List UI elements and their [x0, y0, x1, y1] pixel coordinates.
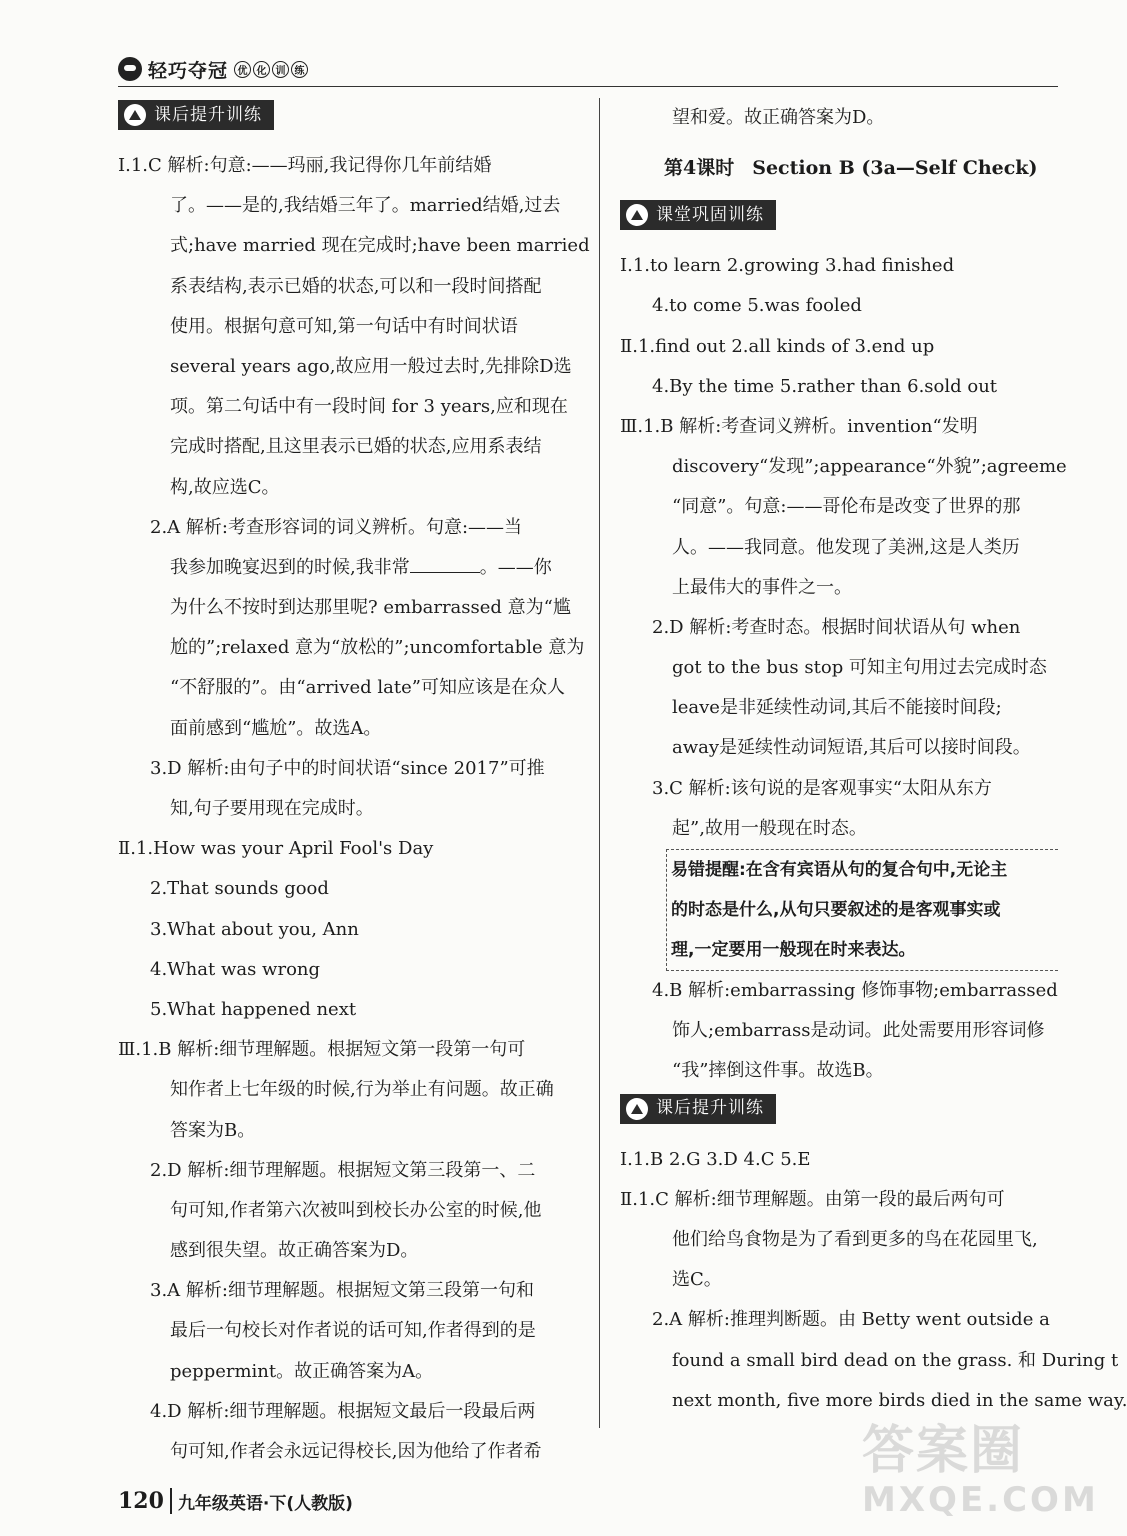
- mascot-logo-icon: [118, 57, 142, 81]
- answer-line: 望和爱。故正确答案为D。: [672, 107, 885, 128]
- answer-block: [620, 1140, 1127, 1421]
- answer-line: 他们给鸟食物是为了看到更多的鸟在花园里飞,: [672, 1228, 1038, 1250]
- crown-icon: [124, 104, 146, 126]
- answer-line: 2.D 解析:细节理解题。根据短文第三段第一、二: [150, 1159, 536, 1181]
- answer-line: Ⅱ.1.find out 2.all kinds of 3.end up: [620, 335, 935, 357]
- answer-line: 上最伟大的事件之一。: [672, 576, 852, 598]
- answer-line: discovery“发现”;appearance“外貌”;agreeme: [672, 456, 1067, 478]
- column-divider: [599, 98, 600, 1428]
- page-number: 120: [118, 1488, 172, 1514]
- answer-line: 最后一句校长对作者说的话可知,作者得到的是: [170, 1320, 536, 1342]
- answer-block: [620, 246, 1067, 849]
- answer-line: 3.What about you, Ann: [150, 918, 359, 940]
- answer-block: [620, 971, 1058, 1092]
- answer-line: 项。第二句话中有一段时间 for 3 years,应和现在: [170, 396, 568, 418]
- answer-line: 3.C 解析:该句说的是客观事实“太阳从东方: [652, 777, 992, 799]
- answer-line: 感到很失望。故正确答案为D。: [170, 1240, 419, 1262]
- answer-line: Ⅰ.1.B 2.G 3.D 4.C 5.E: [620, 1148, 811, 1170]
- left-column: [118, 98, 590, 1472]
- answer-line: 面前感到“尴尬”。故选A。: [170, 717, 382, 739]
- answer-line: 2.That sounds good: [150, 878, 329, 900]
- crown-icon: [626, 204, 648, 226]
- book-title: 九年级英语·下(人教版): [177, 1493, 353, 1514]
- answer-line: Ⅰ.1.to learn 2.growing 3.had finished: [620, 255, 955, 277]
- section-heading: [620, 200, 1058, 246]
- fill-blank: [410, 554, 480, 573]
- answer-line: 4.By the time 5.rather than 6.sold out: [652, 375, 998, 397]
- answer-line: peppermint。故正确答案为A。: [170, 1360, 434, 1382]
- answer-line: 了。——是的,我结婚三年了。married结婚,过去: [170, 195, 561, 217]
- answer-line: 4.B 解析:embarrassing 修饰事物;embarrassed: [652, 980, 1058, 1001]
- section-title: 课后提升训练: [154, 104, 262, 125]
- right-column: [620, 98, 1127, 1421]
- answer-line: away是延续性动词短语,其后可以接时间段。: [672, 737, 1031, 759]
- section-title: 课后提升训练: [656, 1098, 764, 1119]
- warning-box: [666, 849, 1058, 971]
- answer-line: 句可知,作者第六次被叫到校长办公室的时候,他: [170, 1199, 542, 1221]
- answer-line: 4.What was wrong: [150, 958, 321, 980]
- section-title: 课堂巩固训练: [656, 205, 764, 226]
- answer-line: Ⅲ.1.B 解析:考查词义辨析。invention“发明: [620, 415, 978, 437]
- watermark-logo: 答案圈: [862, 1421, 1025, 1481]
- answer-text: 我参加晚宴迟到的时候,我非常: [170, 556, 410, 578]
- brand-tag: 化: [253, 61, 270, 78]
- answer-line: 5.What happened next: [150, 998, 357, 1020]
- watermark: [862, 1421, 1099, 1530]
- answer-line: 4.D 解析:细节理解题。根据短文最后一段最后两: [150, 1400, 536, 1422]
- answer-line: 为什么不按时到达那里呢? embarrassed 意为“尴: [170, 597, 571, 619]
- answer-line: 2.A 解析:推理判断题。由 Betty went outside a: [652, 1309, 1050, 1331]
- answer-line: [118, 548, 586, 588]
- answer-line: 2.A 解析:考查形容词的词义辨析。句意:——当: [150, 516, 523, 538]
- answer-line: 系表结构,表示已婚的状态,可以和一段时间搭配: [170, 275, 542, 297]
- answer-line: 知作者上七年级的时候,行为举止有问题。故正确: [170, 1079, 554, 1101]
- lesson-section: Section B (3a—Self Check): [752, 157, 1038, 180]
- answer-line: got to the bus stop 可知主句用过去完成时态: [672, 657, 1047, 679]
- answer-line: leave是非延续性动词,其后不能接时间段;: [672, 697, 1002, 719]
- answer-line: 3.A 解析:细节理解题。根据短文第三段第一句和: [150, 1280, 534, 1302]
- answer-line: 知,句子要用现在完成时。: [170, 798, 374, 819]
- answer-line: Ⅱ.1.How was your April Fool's Day: [118, 838, 434, 860]
- watermark-url: MXQE.COM: [862, 1480, 1099, 1520]
- answer-line: 选C。: [672, 1269, 722, 1291]
- answer-line: 3.D 解析:由句子中的时间状语“since 2017”可推: [150, 757, 545, 779]
- crown-icon: [626, 1098, 648, 1120]
- answer-line: 4.to come 5.was fooled: [652, 295, 862, 317]
- answer-line: 使用。根据句意可知,第一句话中有时间状语: [170, 315, 518, 337]
- header-rule: [118, 86, 1058, 87]
- answer-line: 构,故应选C。: [170, 476, 280, 498]
- brand-title: 轻巧夺冠: [148, 59, 229, 82]
- lesson-title: [620, 138, 1058, 198]
- answer-line: 答案为B。: [170, 1119, 256, 1141]
- answer-line: next month, five more birds died in the same way.: [672, 1389, 1127, 1411]
- section-heading: [620, 1094, 1058, 1140]
- brand-tag: 训: [272, 61, 289, 78]
- left-answer-lines: [118, 146, 590, 1472]
- page-header: [118, 56, 308, 82]
- answer-line: found a small bird dead on the grass. 和 During t: [672, 1349, 1119, 1371]
- answer-line: Ⅲ.1.B 解析:细节理解题。根据短文第一段第一句可: [118, 1039, 526, 1061]
- answer-line: 起”,故用一般现在时态。: [672, 817, 867, 839]
- answer-line: “同意”。句意:——哥伦布是改变了世界的那: [672, 496, 1021, 518]
- section-heading: [118, 100, 586, 146]
- answer-line: 完成时搭配,且这里表示已婚的状态,应用系表结: [170, 436, 542, 458]
- warning-line: 理,一定要用一般现在时来表达。: [671, 940, 916, 960]
- lesson-number: 第4课时: [664, 157, 735, 180]
- answer-line: Ⅰ.1.C 解析:句意:——玛丽,我记得你几年前结婚: [118, 155, 492, 176]
- brand-tags: [234, 61, 308, 78]
- answer-line: Ⅱ.1.C 解析:细节理解题。由第一段的最后两句可: [620, 1188, 1005, 1210]
- answer-line: several years ago,故应用一般过去时,先排除D选: [170, 355, 572, 377]
- answer-line: 饰人;embarrass是动词。此处需要用形容词修: [672, 1020, 1045, 1042]
- answer-line: 人。——我同意。他发现了美洲,这是人类历: [672, 536, 1020, 558]
- brand-tag: 优: [234, 61, 251, 78]
- answer-line: 式;have married 现在完成时;have been married: [170, 235, 590, 257]
- brand-tag: 练: [291, 61, 308, 78]
- page-footer: [118, 1488, 353, 1514]
- warning-line: 易错提醒:在含有宾语从句的复合句中,无论主: [671, 860, 1008, 880]
- answer-line: “我”摔倒这件事。故选B。: [672, 1060, 884, 1082]
- answer-line: 尬的”;relaxed 意为“放松的”;uncomfortable 意为: [170, 637, 585, 659]
- answer-text: 。——你: [479, 556, 552, 578]
- answer-line: “不舒服的”。由“arrived late”可知应该是在众人: [170, 677, 565, 699]
- answer-line: 句可知,作者会永远记得校长,因为他给了作者希: [170, 1441, 542, 1462]
- warning-line: 的时态是什么,从句只要叙述的是客观事实或: [671, 900, 1001, 920]
- answer-line: 2.D 解析:考查时态。根据时间状语从句 when: [652, 616, 1021, 638]
